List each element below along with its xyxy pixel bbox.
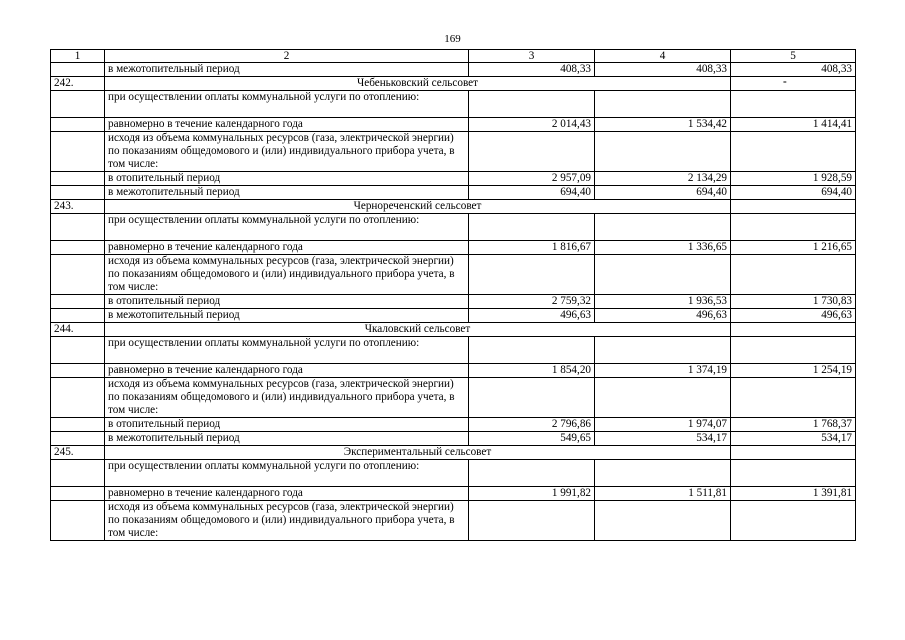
value-col-5: 1 216,65 <box>731 241 856 255</box>
value-col-3 <box>469 501 595 541</box>
row-label: в межотопительный период <box>105 432 469 446</box>
value-col-5: 1 254,19 <box>731 364 856 378</box>
value-col-3 <box>469 255 595 295</box>
table-row <box>51 378 856 418</box>
table-row <box>51 214 856 241</box>
page-number: 169 <box>444 33 461 45</box>
table-row <box>51 487 856 501</box>
row-number-cell <box>51 118 105 132</box>
value-col-5 <box>731 337 856 364</box>
group-name: Чкаловский сельсовет <box>105 323 731 337</box>
value-col-5: 1 768,37 <box>731 418 856 432</box>
value-col-4 <box>595 132 731 172</box>
value-col-4 <box>595 460 731 487</box>
group-number: 244. <box>51 323 105 337</box>
value-col-4 <box>595 501 731 541</box>
value-col-4: 1 974,07 <box>595 418 731 432</box>
table-row <box>51 241 856 255</box>
group-number: 245. <box>51 446 105 460</box>
group-mark: - <box>783 76 787 88</box>
value-col-5 <box>731 132 856 172</box>
value-col-3: 2 957,09 <box>469 172 595 186</box>
value-col-5 <box>731 501 856 541</box>
group-number: 242. <box>51 77 105 91</box>
table-row <box>51 460 856 487</box>
column-header-2: 2 <box>105 50 469 63</box>
value-col-4: 496,63 <box>595 309 731 323</box>
value-col-3: 1 854,20 <box>469 364 595 378</box>
row-label: в межотопительный период <box>105 63 469 77</box>
value-col-4 <box>595 255 731 295</box>
value-col-5: 408,33 <box>731 63 856 77</box>
value-col-4: 534,17 <box>595 432 731 446</box>
value-col-5: 534,17 <box>731 432 856 446</box>
value-col-5: 1 928,59 <box>731 172 856 186</box>
value-col-4: 408,33 <box>595 63 731 77</box>
row-number-cell <box>51 337 105 364</box>
value-col-3: 2 014,43 <box>469 118 595 132</box>
row-number-cell <box>51 63 105 77</box>
table-row <box>51 186 856 200</box>
value-col-4: 1 336,65 <box>595 241 731 255</box>
table-row <box>51 91 856 118</box>
value-col-3 <box>469 132 595 172</box>
column-header-3: 3 <box>469 50 595 63</box>
group-header-row <box>51 446 856 460</box>
group-name: Чернореченский сельсовет <box>105 200 731 214</box>
row-number-cell <box>51 132 105 172</box>
value-col-5: 496,63 <box>731 309 856 323</box>
value-col-3: 1 991,82 <box>469 487 595 501</box>
value-col-3: 408,33 <box>469 63 595 77</box>
value-col-3: 549,65 <box>469 432 595 446</box>
group-header-last-cell <box>731 77 856 91</box>
row-number-cell <box>51 378 105 418</box>
value-col-4: 1 511,81 <box>595 487 731 501</box>
row-label: при осуществлении оплаты коммунальной услуги по отоплению: <box>105 91 469 118</box>
value-col-5 <box>731 214 856 241</box>
column-header-4: 4 <box>595 50 731 63</box>
value-col-5: 1 391,81 <box>731 487 856 501</box>
value-col-3: 2 759,32 <box>469 295 595 309</box>
row-number-cell <box>51 214 105 241</box>
table-row <box>51 295 856 309</box>
group-number: 243. <box>51 200 105 214</box>
row-number-cell <box>51 364 105 378</box>
value-col-5 <box>731 378 856 418</box>
table-row <box>51 118 856 132</box>
value-col-5: 694,40 <box>731 186 856 200</box>
row-number-cell <box>51 487 105 501</box>
table-row <box>51 309 856 323</box>
row-label: исходя из объема коммунальных ресурсов (газа, электрической энергии) по показаниям общедомового и (или) индивидуального прибора учета, в том числе: <box>105 501 469 541</box>
row-number-cell <box>51 295 105 309</box>
row-label: при осуществлении оплаты коммунальной услуги по отоплению: <box>105 214 469 241</box>
value-col-5 <box>731 255 856 295</box>
table-row <box>51 63 856 77</box>
value-col-5: 1 414,41 <box>731 118 856 132</box>
value-col-4: 1 936,53 <box>595 295 731 309</box>
row-label: равномерно в течение календарного года <box>105 487 469 501</box>
row-number-cell <box>51 241 105 255</box>
table-row <box>51 172 856 186</box>
table-row <box>51 132 856 172</box>
row-label: исходя из объема коммунальных ресурсов (газа, электрической энергии) по показаниям общедомового и (или) индивидуального прибора учета, в том числе: <box>105 132 469 172</box>
group-header-last-cell <box>731 446 856 460</box>
value-col-5 <box>731 460 856 487</box>
row-label: в межотопительный период <box>105 186 469 200</box>
row-label: равномерно в течение календарного года <box>105 364 469 378</box>
value-col-4: 694,40 <box>595 186 731 200</box>
row-label: исходя из объема коммунальных ресурсов (газа, электрической энергии) по показаниям общедомового и (или) индивидуального прибора учета, в том числе: <box>105 378 469 418</box>
value-col-5 <box>731 91 856 118</box>
value-col-4 <box>595 214 731 241</box>
row-number-cell <box>51 186 105 200</box>
row-label: в отопительный период <box>105 418 469 432</box>
value-col-3: 1 816,67 <box>469 241 595 255</box>
value-col-4 <box>595 337 731 364</box>
row-label: равномерно в течение календарного года <box>105 241 469 255</box>
row-number-cell <box>51 501 105 541</box>
row-label: при осуществлении оплаты коммунальной услуги по отоплению: <box>105 460 469 487</box>
row-number-cell <box>51 460 105 487</box>
value-col-3 <box>469 460 595 487</box>
group-header-row <box>51 323 856 337</box>
value-col-4: 1 534,42 <box>595 118 731 132</box>
table-row <box>51 432 856 446</box>
row-label: равномерно в течение календарного года <box>105 118 469 132</box>
group-header-row <box>51 200 856 214</box>
table-row <box>51 501 856 541</box>
value-col-4: 1 374,19 <box>595 364 731 378</box>
row-number-cell <box>51 91 105 118</box>
value-col-3 <box>469 214 595 241</box>
row-label: в межотопительный период <box>105 309 469 323</box>
table-row <box>51 364 856 378</box>
group-header-last-cell <box>731 323 856 337</box>
column-header-5: 5 <box>731 50 856 63</box>
row-number-cell <box>51 309 105 323</box>
value-col-3: 496,63 <box>469 309 595 323</box>
table-header-row <box>51 50 856 63</box>
row-label: при осуществлении оплаты коммунальной услуги по отоплению: <box>105 337 469 364</box>
value-col-3: 694,40 <box>469 186 595 200</box>
row-number-cell <box>51 432 105 446</box>
row-label: в отопительный период <box>105 295 469 309</box>
group-header-last-cell <box>731 200 856 214</box>
value-col-3 <box>469 91 595 118</box>
row-number-cell <box>51 172 105 186</box>
value-col-4 <box>595 378 731 418</box>
value-col-4: 2 134,29 <box>595 172 731 186</box>
row-label: в отопительный период <box>105 172 469 186</box>
value-col-5: 1 730,83 <box>731 295 856 309</box>
group-name: Экспериментальный сельсовет <box>105 446 731 460</box>
value-col-3: 2 796,86 <box>469 418 595 432</box>
value-col-3 <box>469 378 595 418</box>
value-col-4 <box>595 91 731 118</box>
value-col-3 <box>469 337 595 364</box>
tariff-table <box>50 49 856 541</box>
table-row <box>51 255 856 295</box>
row-number-cell <box>51 418 105 432</box>
group-header-row <box>51 77 856 91</box>
group-name: Чебеньковский сельсовет <box>105 77 731 91</box>
row-number-cell <box>51 255 105 295</box>
table-row <box>51 418 856 432</box>
column-header-1: 1 <box>51 50 105 63</box>
table-row <box>51 337 856 364</box>
row-label: исходя из объема коммунальных ресурсов (газа, электрической энергии) по показаниям общедомового и (или) индивидуального прибора учета, в том числе: <box>105 255 469 295</box>
